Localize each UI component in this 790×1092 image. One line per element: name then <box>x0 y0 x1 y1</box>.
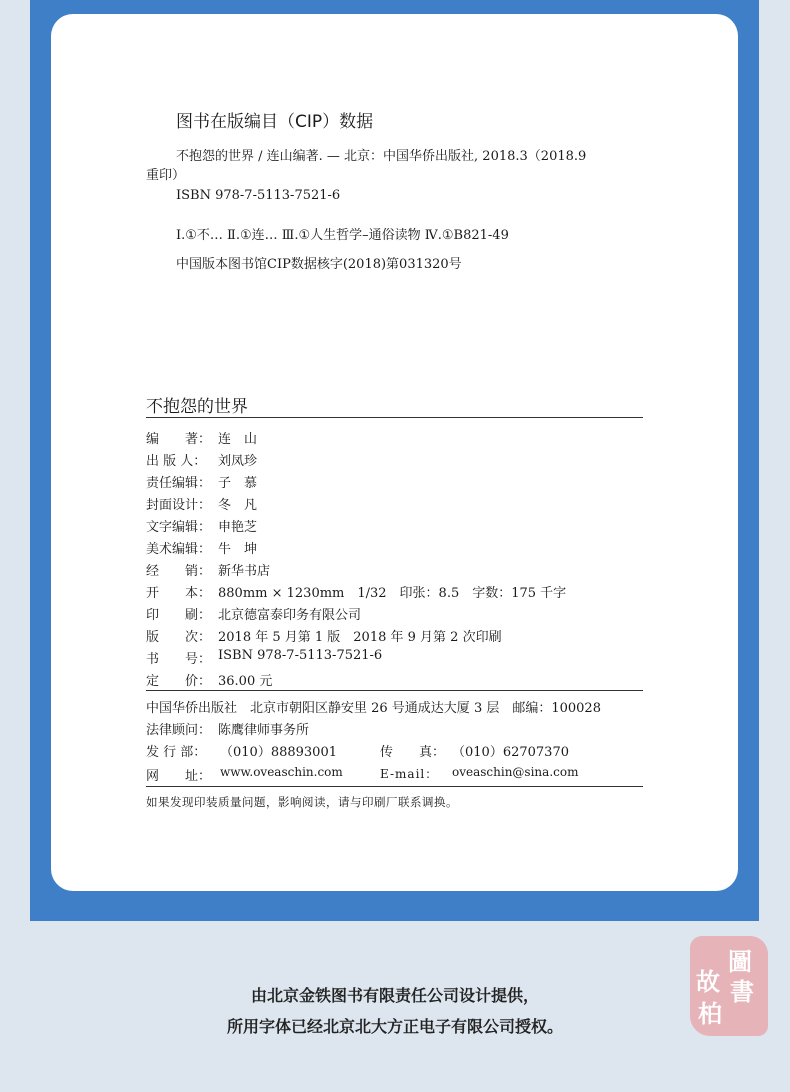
detail-value: 36.00 元 <box>218 674 273 689</box>
cip-description: 不抱怨的世界 / 连山编著. — 北京：中国华侨出版社, 2018.3（2018.9 <box>176 149 587 164</box>
detail-value: 新华书店 <box>218 564 271 579</box>
detail-value: 连 山 <box>218 432 258 447</box>
sales-dept-phone: （010）88893001 <box>220 745 337 760</box>
detail-value: 880mm × 1230mm 1/32 印张：8.5 字数：175 千字 <box>218 586 567 601</box>
detail-value: 北京德富泰印务有限公司 <box>218 608 362 623</box>
font-credit-line-2: 所用字体已经北京北大方正电子有限公司授权。 <box>226 1017 563 1036</box>
detail-value: 2018 年 5 月第 1 版 2018 年 9 月第 2 次印刷 <box>218 630 502 645</box>
detail-value: 冬 凡 <box>218 498 258 513</box>
font-credit-line-1: 由北京金铁图书有限责任公司设计提供， <box>250 986 539 1005</box>
book-title: 不抱怨的世界 <box>146 397 248 417</box>
detail-label: 经 销： <box>146 564 212 579</box>
detail-label: 书 号： <box>146 652 212 667</box>
detail-value: 牛 坤 <box>218 542 258 557</box>
seal-stamp-logo <box>690 936 768 1036</box>
detail-label: 出 版 人： <box>146 454 207 469</box>
detail-label: 编 著： <box>146 432 212 447</box>
seal-char: 柏 <box>698 999 722 1028</box>
legal-counsel-value: 陈鹰律师事务所 <box>218 723 310 738</box>
detail-value: 刘凤珍 <box>218 454 258 469</box>
fax-label: 传 真： <box>380 745 446 760</box>
email-label: E-mail： <box>380 767 439 781</box>
detail-value: 子 慕 <box>218 476 258 491</box>
cip-isbn: ISBN 978-7-5113-7521-6 <box>176 188 341 203</box>
website-link[interactable]: www.oveaschin.com <box>220 765 343 779</box>
detail-label: 封面设计： <box>146 498 212 513</box>
seal-char: 書 <box>730 977 754 1006</box>
publisher-divider <box>146 786 643 787</box>
detail-label: 版 次： <box>146 630 212 645</box>
cip-heading: 图书在版编目（CIP）数据 <box>176 112 374 132</box>
seal-char: 圖 <box>728 947 752 976</box>
detail-label: 责任编辑： <box>146 476 212 491</box>
legal-counsel-label: 法律顾问： <box>146 723 212 738</box>
detail-label: 文字编辑： <box>146 520 212 535</box>
publisher-address: 中国华侨出版社 北京市朝阳区静安里 26 号通成达大厦 3 层 邮编：100028 <box>146 701 601 716</box>
detail-value: ISBN 978-7-5113-7521-6 <box>218 648 383 663</box>
detail-value: 申艳芝 <box>218 520 258 535</box>
sales-dept-label: 发 行 部： <box>146 745 207 760</box>
detail-label: 印 刷： <box>146 608 212 623</box>
cip-record-number: 中国版本图书馆CIP数据核字(2018)第031320号 <box>176 257 462 272</box>
details-divider <box>146 690 643 691</box>
detail-label: 开 本： <box>146 586 212 601</box>
cip-classification: Ⅰ.①不… Ⅱ.①连… Ⅲ.①人生哲学–通俗读物 Ⅳ.①B821-49 <box>176 228 509 243</box>
detail-label: 美术编辑： <box>146 542 212 557</box>
detail-label: 定 价： <box>146 674 212 689</box>
title-divider <box>146 417 643 418</box>
cip-description-cont: 重印） <box>146 168 186 183</box>
fax-value: （010）62707370 <box>452 745 569 760</box>
quality-notice: 如果发现印装质量问题，影响阅读，请与印刷厂联系调换。 <box>146 795 458 809</box>
seal-char: 故 <box>696 967 720 996</box>
email-link[interactable]: oveaschin@sina.com <box>452 765 579 779</box>
website-label: 网 址： <box>146 769 212 784</box>
